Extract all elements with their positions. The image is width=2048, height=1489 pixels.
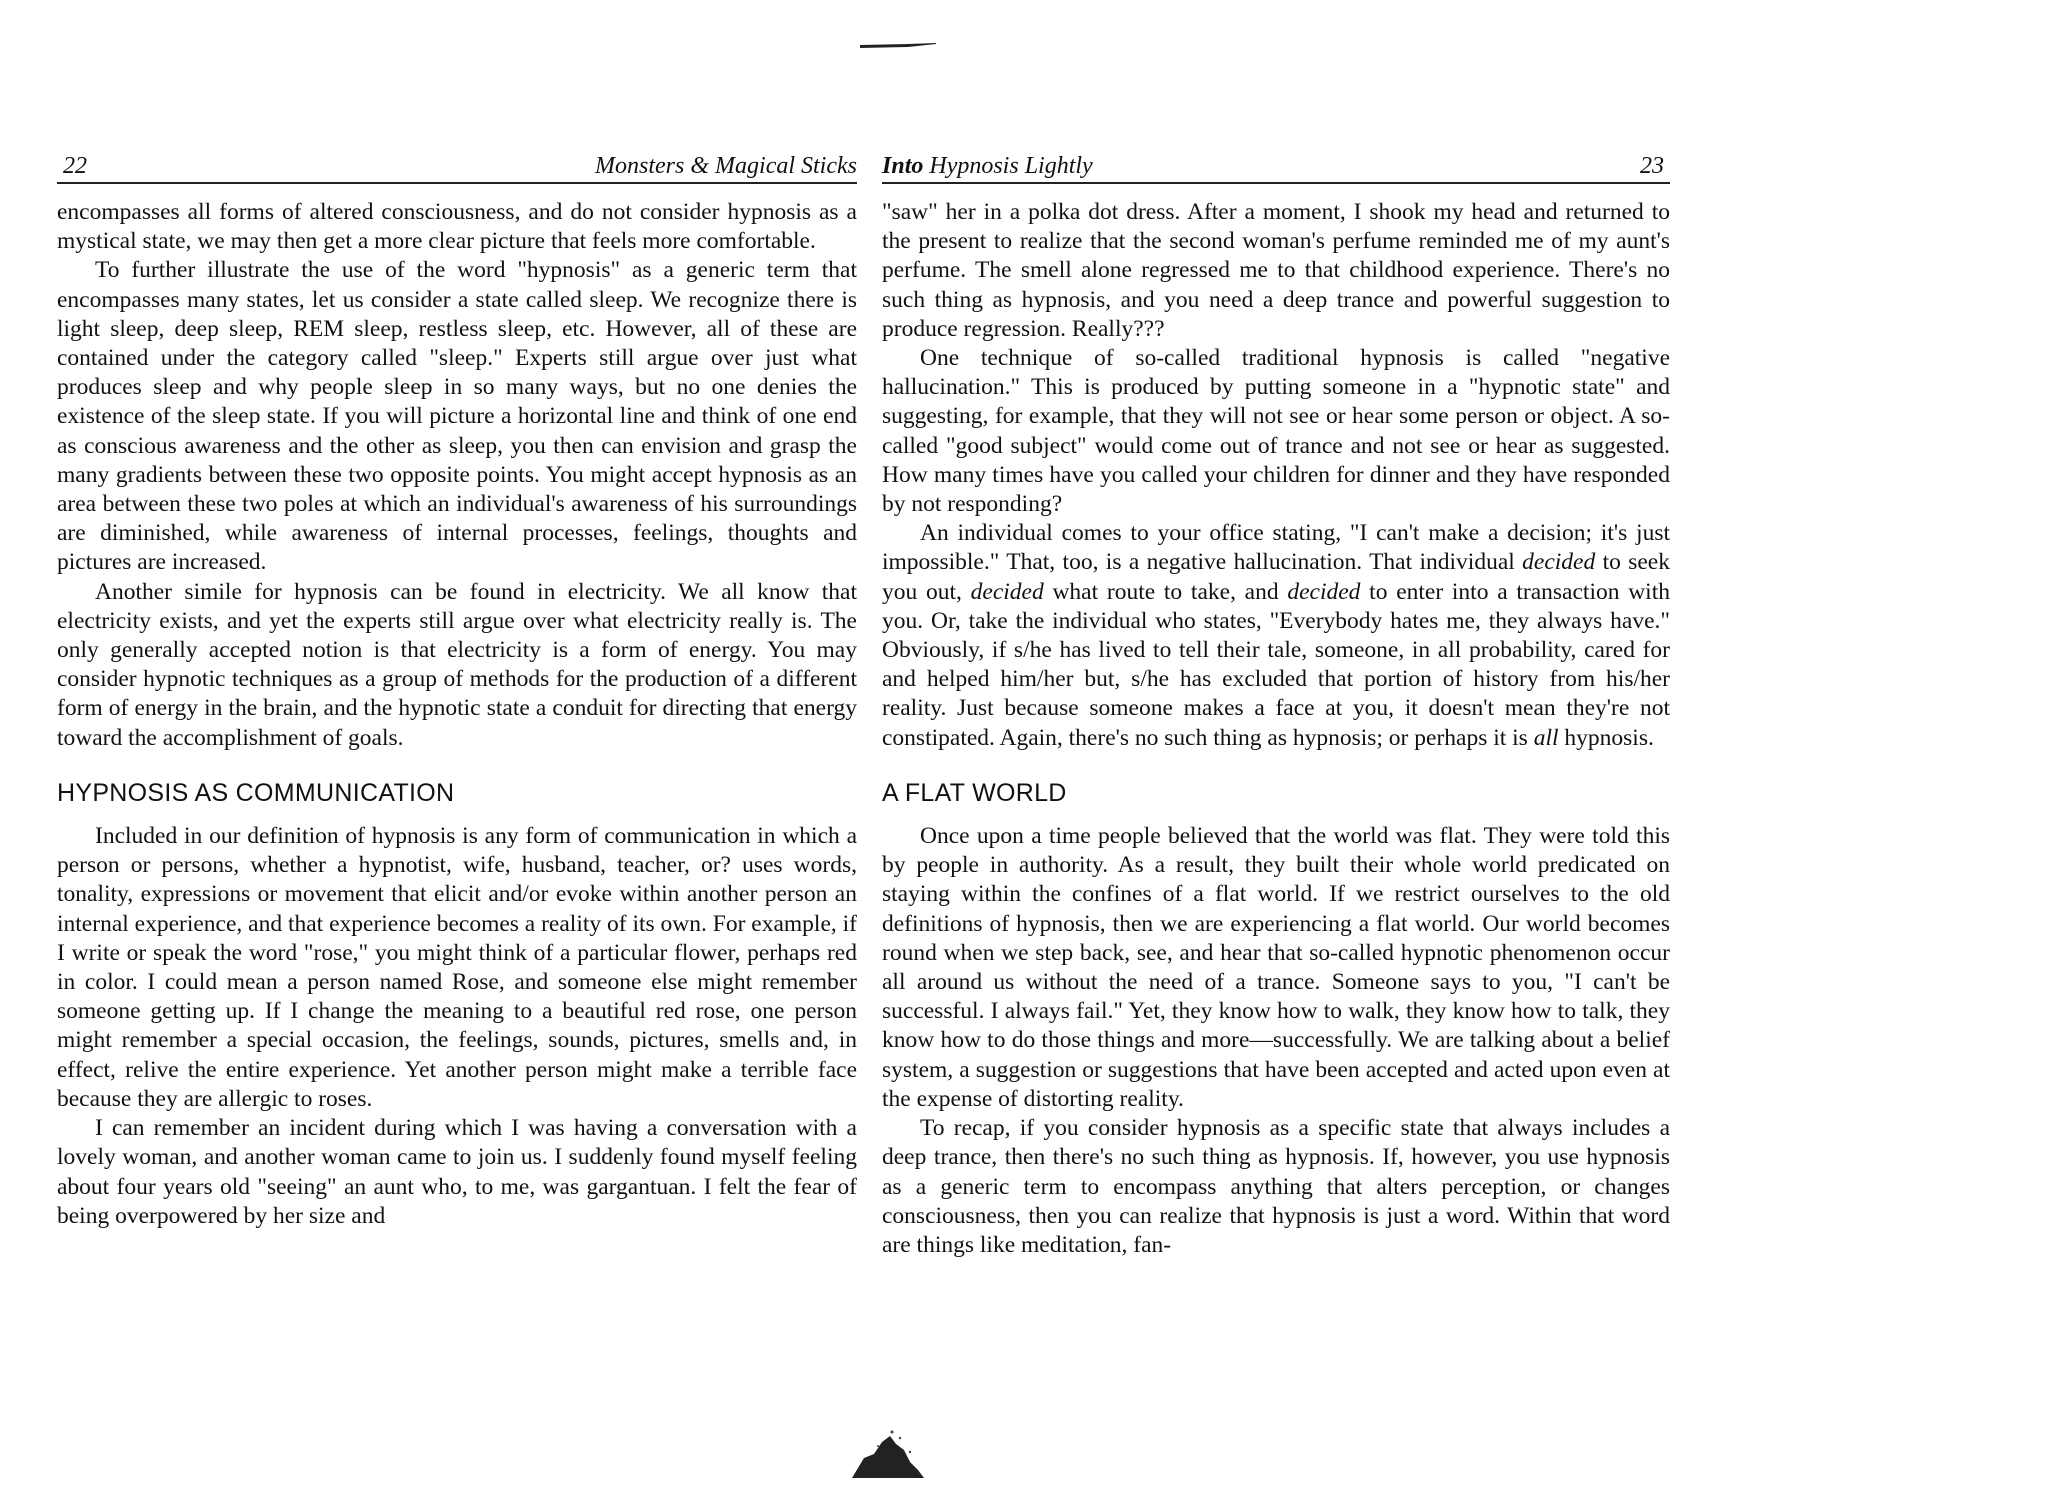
page-number-right: 23 (1640, 153, 1664, 179)
right-page (882, 148, 1670, 1260)
text-run: to enter into a transaction with you. Or, take the individual who states, "Everybody hates me, they always have." Obviously, if s/he has lived to tell their tale, someone, in all probability, cared for and helped him/her but, s/he has excluded that portion of history from his/her reality. Just because someone makes a face at you, it doesn't mean they're not constipated. Again, there's no such thing as hypnosis; or perhaps it is (882, 578, 1670, 751)
running-title-right (882, 153, 1093, 180)
paragraph: To recap, if you consider hypnosis as a specific state that always includes a deep trance, then there's no such thing as hypnosis. If, however, you use hypnosis as a generic term to encompass anything that alters perception, or changes consciousness, then you can realize that hypnosis is just a word. Within that word are things like meditation, fan- (882, 1115, 1670, 1258)
paragraph: One technique of so-called traditional hypnosis is called "negative hallucination." This is produced by putting someone in a "hypnotic state" and suggesting, for example, that they will not see or hear some person or object. A so-called "good subject" would come out of trance and not see or hear as suggested. How many times have you called your children for dinner and they have responded by not responding? (882, 345, 1670, 518)
emphasis: decided (1522, 549, 1596, 576)
paragraph: "saw" her in a polka dot dress. After a moment, I shook my head and returned to the present to realize that the second woman's perfume reminded me of my aunt's perfume. The smell alone regressed me to that childhood experience. There's no such thing as hypnosis, and you need a deep trance and powerful suggestion to produce regression. Really??? (882, 199, 1670, 342)
paragraph: encompasses all forms of altered consciousness, and do not consider hypnosis as a mystical state, we may then get a more clear picture that feels more comfortable. (57, 199, 857, 255)
scan-mark-top (858, 42, 938, 50)
left-page (57, 148, 857, 1231)
text-run: what route to take, and (1043, 578, 1288, 605)
scan-blot-bottom (848, 1428, 928, 1480)
left-body (57, 198, 857, 1231)
paragraph: Once upon a time people believed that the world was flat. They were told this by people in authority. As a result, they built their whole world predicated on staying within the confines of a flat world. If we restrict ourselves to the old definitions of hypnosis, then we are experiencing a flat world. Our world becomes round when we step back, see, and hear that so-called hypnotic phenomenon occur all around us without the need of a trance. Someone says to you, "I can't be successful. I always fail." Yet, they know how to walk, they know how to talk, they know how to do those things and more—successfully. We are talking about a belief system, a suggestion or suggestions that have been accepted and acted upon even at the expense of distorting reality. (882, 823, 1670, 1112)
paragraph: Another simile for hypnosis can be found in electricity. We all know that electricity exists, and yet the experts still argue over what electricity really is. The only generally accepted notion is that electricity is a form of energy. You may consider hypnotic techniques as a group of methods for the production of a different form of energy in the brain, and the hypnotic state a conduit for directing that energy toward the accomplishment of goals. (57, 578, 857, 751)
page-number-left: 22 (63, 153, 87, 179)
paragraph: To further illustrate the use of the word "hypnosis" as a generic term that encompasses many states, let us consider a state called sleep. We recognize there is light sleep, deep sleep, REM sleep, restless sleep, etc. However, all of these are contained under the category called "sleep." Experts still argue over just what produces sleep and why people sleep in so many ways, but no one denies the existence of the sleep state. If you will picture a horizontal line and think of one end as conscious awareness and the other as sleep, you then can envision and grasp the many gradients between these two opposite points. You might accept hypnosis as an area between these two poles at which an individual's awareness of his surroundings are diminished, while awareness of internal processes, feelings, thoughts and pictures are increased. (57, 257, 857, 576)
text-run: to seek you out, (882, 549, 1670, 605)
emphasis: decided (970, 578, 1044, 605)
section-heading: A FLAT WORLD (882, 778, 1067, 807)
running-title-rest: Hypnosis Lightly (923, 153, 1093, 179)
text-run: hypnosis. (1558, 724, 1654, 751)
running-head-right (882, 148, 1670, 184)
running-title-bold: Into (882, 153, 924, 179)
section-heading: HYPNOSIS AS COMMUNICATION (57, 778, 455, 807)
running-title-left: Monsters & Magical Sticks (595, 153, 857, 179)
emphasis: all (1533, 724, 1559, 751)
running-head-left (57, 148, 857, 184)
right-body (882, 198, 1670, 1260)
paragraph (882, 519, 1670, 753)
emphasis: decided (1287, 578, 1361, 605)
text-run: An individual comes to your office stating, "I can't make a decision; it's just impossible." That, too, is a negative hallucination. That individual (882, 520, 1670, 576)
paragraph: I can remember an incident during which I was having a conversation with a lovely woman, and another woman came to join us. I suddenly found myself feeling about four years old "seeing" an aunt who, to me, was gargantuan. I felt the fear of being overpowered by her size and (57, 1115, 857, 1229)
paragraph: Included in our definition of hypnosis is any form of communication in which a person or persons, whether a hypnotist, wife, husband, teacher, or? uses words, tonality, expressions or movement that elicit and/or evoke within another person an internal experience, and that experience becomes a reality of its own. For example, if I write or speak the word "rose," you might think of a particular flower, perhaps red in color. I could mean a person named Rose, and someone else might remember someone getting up. If I change the meaning to a beautiful red rose, one person might remember a special occasion, the feelings, sounds, pictures, smells and, in effect, relive the entire experience. Yet another person might make a terrible face because they are allergic to roses. (57, 823, 857, 1112)
